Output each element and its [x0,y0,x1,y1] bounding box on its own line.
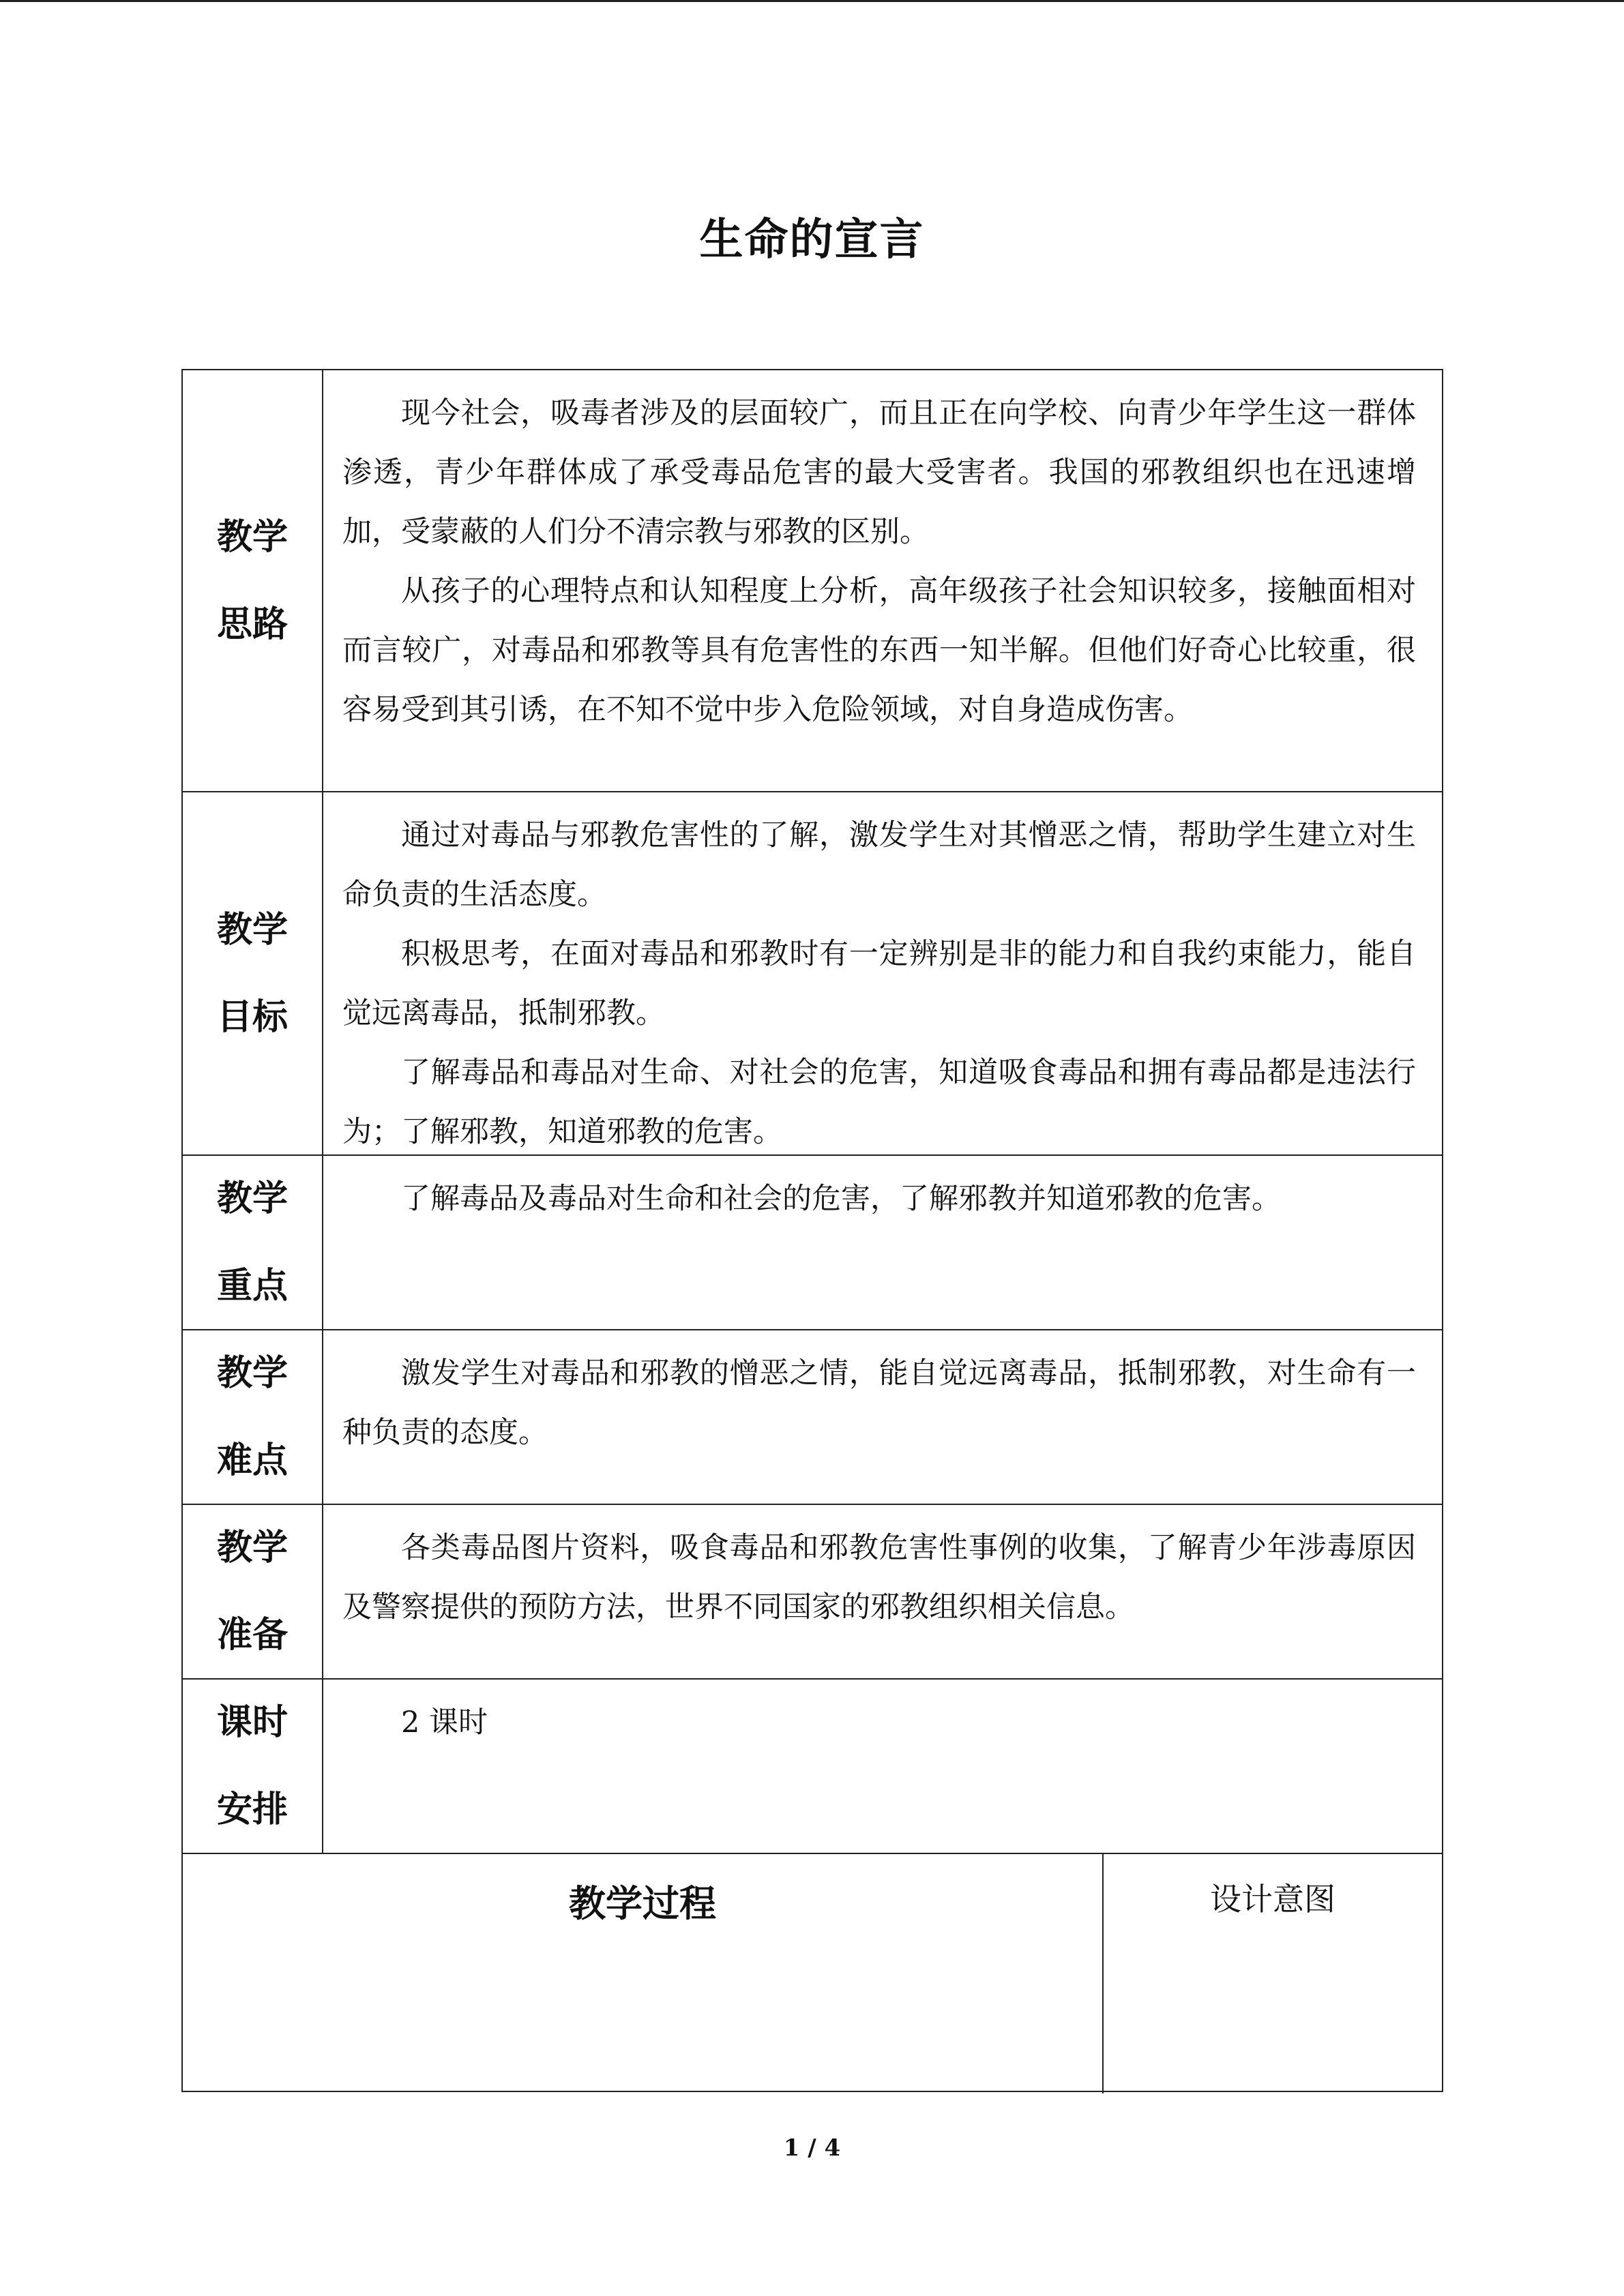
design-intent-column [1104,1854,1442,2093]
paragraph: 积极思考，在面对毒品和邪教时有一定辨别是非的能力和自我约束能力，能自觉远离毒品，抵制邪教。 [342,937,1416,1030]
row-label: 教学思路 [216,516,288,645]
row-label: 教学准备 [216,1527,288,1656]
row-label-cell [183,1156,323,1329]
row-label-cell [183,370,323,791]
row-content [323,1330,1442,1463]
row-label-cell [183,1505,323,1678]
row-content [323,792,1442,1162]
design-intent-header: 设计意图 [1210,1881,1335,1918]
row-content [323,1505,1442,1637]
page-indicator: 1 / 4 [783,2134,841,2162]
paragraph: 通过对毒品与邪教危害性的了解，激发学生对其憎恶之情，帮助学生建立对生命负责的生活态度。 [342,818,1416,912]
table-row-preparation [183,1505,1442,1680]
document-title: 生命的宣言 [699,215,925,265]
row-label: 教学难点 [216,1353,288,1481]
paragraph: 了解毒品和毒品对生命、对社会的危害，知道吸食毒品和拥有毒品都是违法行为；了解邪教，知道邪教的危害。 [342,1056,1416,1149]
table-row-difficulties [183,1330,1442,1505]
paragraph: 从孩子的心理特点和认知程度上分析，高年级孩子社会知识较多，接触面相对而言较广，对毒品和邪教等具有危害性的东西一知半解。但他们好奇心比较重，很容易受到其引诱，在不知不觉中步入危险领域，对自身造成伤害。 [342,574,1416,727]
row-label-cell [183,1330,323,1504]
paragraph: 激发学生对毒品和邪教的憎恶之情，能自觉远离毒品，抵制邪教，对生命有一种负责的态度。 [342,1356,1416,1450]
process-column [183,1854,1104,2093]
table-row-teaching-goals [183,792,1442,1156]
row-content [323,1680,1442,1753]
table-row-teaching-approach [183,370,1442,792]
table-row-schedule [183,1680,1442,1854]
lesson-plan-table [181,369,1443,2092]
paragraph: 现今社会，吸毒者涉及的层面较广，而且正在向学校、向青少年学生这一群体渗透，青少年群体成了承受毒品危害的最大受害者。我国的邪教组织也在迅速增加，受蒙蔽的人们分不清宗教与邪教的区别。 [342,396,1416,549]
row-content [323,370,1442,740]
top-rule [0,0,1624,2]
row-label: 教学目标 [216,909,288,1038]
paragraph: 2 课时 [401,1705,488,1740]
row-label: 课时安排 [216,1702,288,1830]
row-label: 教学重点 [216,1178,288,1307]
row-content [323,1156,1442,1229]
table-row-key-points [183,1156,1442,1330]
row-label-cell [183,1680,323,1853]
table-row-process [183,1854,1442,2093]
paragraph: 各类毒品图片资料，吸食毒品和邪教危害性事例的收集，了解青少年涉毒原因及警察提供的预防方法，世界不同国家的邪教组织相关信息。 [342,1531,1416,1624]
row-label-cell [183,792,323,1154]
paragraph: 了解毒品及毒品对生命和社会的危害，了解邪教并知道邪教的危害。 [401,1182,1281,1216]
process-header: 教学过程 [569,1882,716,1925]
